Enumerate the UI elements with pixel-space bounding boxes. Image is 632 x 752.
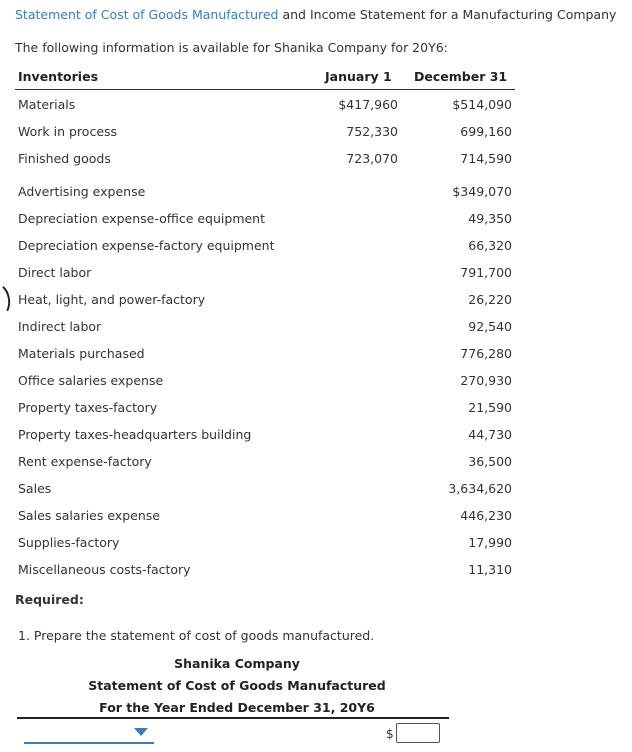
account-label: Office salaries expense: [18, 373, 164, 388]
account-value: 66,320: [468, 238, 512, 253]
account-label: Rent expense-factory: [18, 454, 152, 469]
account-value: 36,500: [468, 454, 512, 469]
january-1-header: January 1: [325, 69, 392, 84]
required-heading: Required:: [15, 592, 84, 607]
intro-text: The following information is available for Shanika Company for 20Y6:: [15, 40, 448, 55]
title-highlight: Statement of Cost of Goods Manufactured: [15, 7, 279, 22]
statement-company: Shanika Company: [174, 656, 300, 671]
inventory-row-label: Materials: [18, 97, 76, 112]
statement-period: For the Year Ended December 31, 20Y6: [99, 700, 375, 715]
account-label: Depreciation expense-factory equipment: [18, 238, 275, 253]
account-value: 11,310: [468, 562, 512, 577]
account-label: Indirect labor: [18, 319, 102, 334]
account-label: Depreciation expense-office equipment: [18, 211, 266, 226]
account-value: 44,730: [468, 427, 512, 442]
inventory-row-jan: 752,330: [346, 124, 398, 139]
account-label: Supplies-factory: [18, 535, 120, 550]
account-value: 791,700: [460, 265, 512, 280]
account-label: Heat, light, and power-factory: [18, 292, 206, 307]
account-label: Sales: [18, 481, 52, 496]
header-rule: [15, 89, 515, 90]
chevron-down-icon[interactable]: [134, 728, 148, 736]
account-value: 776,280: [460, 346, 512, 361]
inventory-row-label: Finished goods: [18, 151, 111, 166]
inventory-row-dec: $514,090: [452, 97, 512, 112]
problem-title: [15, 7, 616, 22]
account-label: Property taxes-headquarters building: [18, 427, 252, 442]
statement-header-rule: [17, 717, 449, 719]
account-label: Direct labor: [18, 265, 92, 280]
inventories-header: Inventories: [18, 69, 99, 84]
amount-input[interactable]: [396, 723, 440, 743]
account-label: Advertising expense: [18, 184, 146, 199]
account-label: Property taxes-factory: [18, 400, 158, 415]
account-value: 270,930: [460, 373, 512, 388]
margin-bracket-mark: [0, 281, 13, 319]
currency-symbol: $: [386, 727, 394, 741]
account-label: Materials purchased: [18, 346, 145, 361]
instruction-text: 1. Prepare the statement of cost of goods manufactured.: [18, 628, 375, 643]
title-rest: and Income Statement for a Manufacturing Company: [278, 7, 617, 22]
inventory-row-dec: 714,590: [460, 151, 512, 166]
account-value: 446,230: [460, 508, 512, 523]
account-value: $349,070: [452, 184, 512, 199]
account-value: 21,590: [468, 400, 512, 415]
account-label: Sales salaries expense: [18, 508, 160, 523]
account-select-dropdown[interactable]: [24, 726, 154, 744]
statement-name: Statement of Cost of Goods Manufactured: [88, 678, 386, 693]
inventory-row-jan: 723,070: [346, 151, 398, 166]
inventory-row-dec: 699,160: [460, 124, 512, 139]
account-value: 49,350: [468, 211, 512, 226]
account-value: 17,990: [468, 535, 512, 550]
account-value: 92,540: [468, 319, 512, 334]
account-value: 3,634,620: [448, 481, 512, 496]
account-value: 26,220: [468, 292, 512, 307]
december-31-header: December 31: [414, 69, 508, 84]
account-label: Miscellaneous costs-factory: [18, 562, 191, 577]
inventory-row-jan: $417,960: [338, 97, 398, 112]
inventory-row-label: Work in process: [18, 124, 118, 139]
